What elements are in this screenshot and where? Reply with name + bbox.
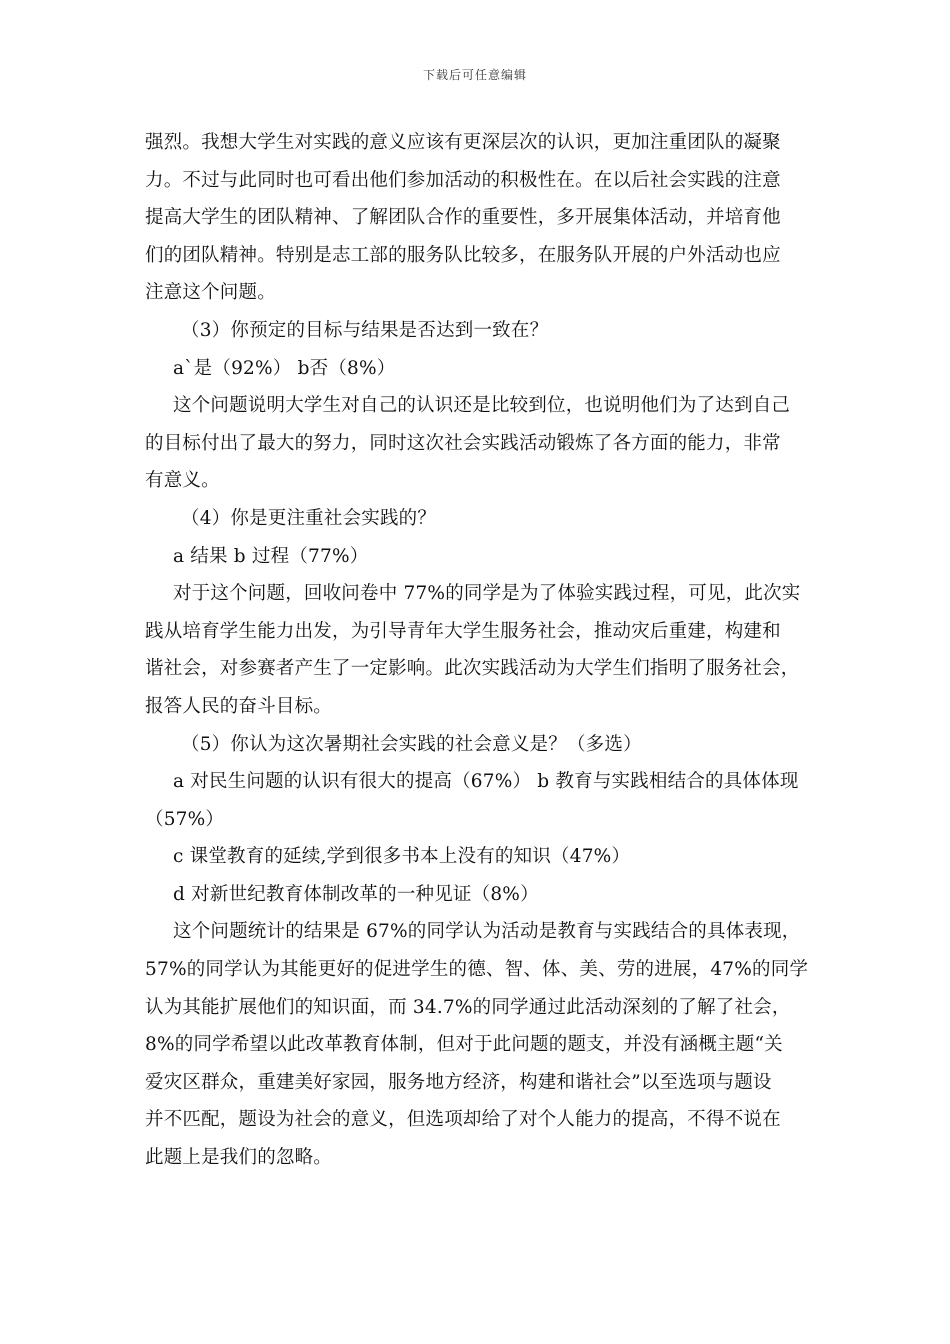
text-line: 力。不过与此同时也可看出他们参加活动的积极性在。在以后社会实践的注意 (145, 169, 781, 191)
text-line: 57%的同学认为其能更好的促进学生的德、智、体、美、劳的进展，47%的同学 (145, 959, 809, 981)
text-line: （5）你认为这次暑期社会实践的社会意义是？（多选） (181, 733, 642, 755)
text-line: 并不匹配，题设为社会的意义，但选项却给了对个人能力的提高，不得不说在 (145, 1109, 781, 1131)
text-line: 对于这个问题，回收问卷中 77%的同学是为了体验实践过程，可见，此次实 (173, 583, 801, 605)
text-line: 践从培育学生能力出发，为引导青年大学生服务社会，推动灾后重建，构建和 (145, 620, 781, 642)
text-line: 强烈。我想大学生对实践的意义应该有更深层次的认识，更加注重团队的凝聚 (145, 132, 781, 153)
text-line: （3）你预定的目标与结果是否达到一致在？ (181, 319, 549, 341)
text-line: 此题上是我们的忽略。 (145, 1147, 333, 1169)
text-line: d 对新世纪教育体制改革的一种见证（8%） (173, 883, 539, 905)
text-line: a 对民生问题的认识有很大的提高（67%） b 教育与实践相结合的具体体现 (173, 771, 799, 793)
text-line: （57%） (145, 808, 225, 830)
text-line: 这个问题说明大学生对自己的认识还是比较到位，也说明他们为了达到自己 (173, 395, 791, 417)
document-body (145, 124, 815, 1177)
text-line: （4）你是更注重社会实践的？ (181, 507, 437, 529)
text-line: c 课堂教育的延续,学到很多书本上没有的知识（47%） (173, 846, 631, 868)
text-line: a 结果 b 过程（77%） (173, 545, 369, 567)
text-line: 报答人民的奋斗目标。 (145, 695, 333, 717)
text-line: 提高大学生的团队精神、了解团队合作的重要性，多开展集体活动，并培育他 (145, 207, 781, 229)
page-header: 下载后可任意编辑 (422, 68, 527, 82)
text-line: 注意这个问题。 (145, 282, 276, 304)
text-line: 们的团队精神。特别是志工部的服务队比较多，在服务队开展的户外活动也应 (145, 244, 781, 266)
text-line: 这个问题统计的结果是 67%的同学认为活动是教育与实践结合的具体表现， (173, 921, 801, 943)
text-line: 爱灾区群众，重建美好家园，服务地方经济，构建和谐社会”以至选项与题设 (145, 1071, 772, 1093)
text-line: 谐社会，对参赛者产生了一定影响。此次实践活动为大学生们指明了服务社会， (145, 658, 800, 680)
text-line: 8%的同学希望以此改革教育体制，但对于此问题的题支，并没有涵概主题“关 (145, 1034, 783, 1056)
text-line: a`是（92%） b否（8%） (173, 357, 396, 379)
text-line: 有意义。 (145, 470, 220, 492)
text-line: 的目标付出了最大的努力，同时这次社会实践活动锻炼了各方面的能力，非常 (145, 432, 781, 454)
text-line: 认为其能扩展他们的知识面，而 34.7%的同学通过此活动深刻的了解了社会， (145, 996, 791, 1018)
